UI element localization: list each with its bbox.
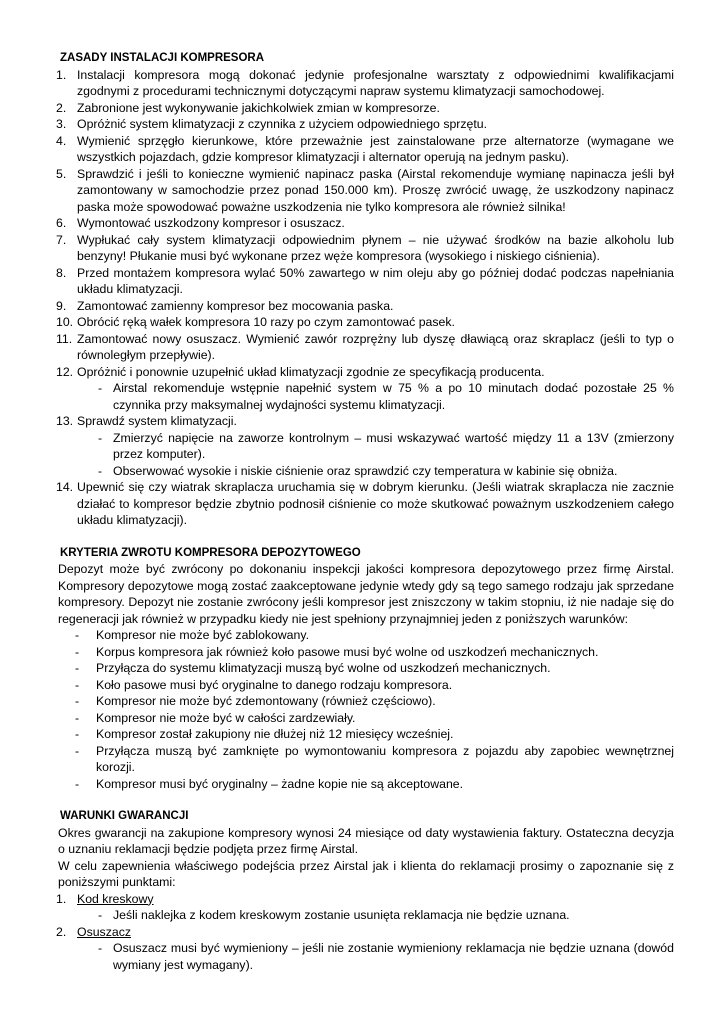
list-item-text: Wymienić sprzęgło kierunkowe, które przeważnie jest zainstalowane prze alternatorze (wymagane we wszystkich pojazdach, gdzie kompresor klimatyzacji i alternator operują na jednym pasku). bbox=[77, 133, 674, 164]
list-item-text: Zamontować zamienny kompresor bez mocowania paska. bbox=[77, 298, 394, 313]
list-item-text: Zamontować nowy osuszacz. Wymienić zawór rozprężny lub dyszę dławiącą oraz skraplacz (jeśli to typ o równoległym przepływie). bbox=[77, 331, 674, 362]
list-item: 6. Wymontować uszkodzony kompresor i osuszacz. bbox=[56, 216, 345, 230]
list-item: 4. Wymienić sprzęgło kierunkowe, które przeważnie jest zainstalowane prze alternatorze (wymagane we wszystkich pojazdach, gdzie kompresor klimatyzacji i alternator operują na jednym pasku). bbox=[56, 133, 674, 164]
deposit-paragraph: Depozyt może być zwrócony po dokonaniu inspekcji jakości kompresora depozytowego przez firmę Airstal. Kompresory depozytowe mogą zostać zaakceptowane jedynie wtedy gdy są tego samego rodzaju jak sprzedane kompresory. Depozyt nie zostanie zwrócony jeśli kompresor jest zniszczony w takim stopniu, iż nie nadaje się do regeneracji jak również w przypadku kiedy nie jest spełniony przynajmniej jeden z poniższych warunków: bbox=[58, 562, 674, 626]
section-warranty-heading: WARUNKI GWARANCJI bbox=[60, 810, 189, 822]
list-item: 1. Kod kreskowy - Jeśli naklejka z kodem kreskowym zostanie usunięta reklamacja nie będzie uznana. bbox=[58, 891, 674, 924]
list-item: 2. Osuszacz - Osuszacz musi być wymieniony – jeśli nie zostanie wymieniony reklamacja nie będzie uznana (dowód wymiany jest wymagany). bbox=[56, 924, 674, 972]
list-item: 8. Przed montażem kompresora wylać 50% zawartego w nim oleju aby go później dodać podczas napełniania układu klimatyzacji. bbox=[56, 265, 674, 296]
list-item-text: Zabronione jest wykonywanie jakichkolwiek zmian w kompresorze. bbox=[77, 100, 440, 115]
sub-list-item: - Airstal rekomenduje wstępnie napełnić system w 75 % a po 10 minutach dodać pozostałe 25 % czynnika przy maksymalnej wydajności systemu klimatyzacji. bbox=[98, 381, 674, 412]
list-item: - Koło pasowe musi być oryginalne to danego rodzaju kompresora. bbox=[75, 677, 453, 692]
list-item: - Kompresor został zakupiony nie dłużej niż 12 miesięcy wcześniej. bbox=[75, 727, 454, 741]
list-item: 13. Sprawdź system klimatyzacji. - Zmierzyć napięcie na zaworze kontrolnym – musi wskazywać wartość między 11 a 13V (zmierzony przez komputer). - Obserwować wysokie i niskie ciśnienie oraz sprawdzić czy temperatura w kabinie się obniża. bbox=[56, 414, 674, 478]
list-item: 3. Opróżnić system klimatyzacji z czynnika z użyciem odpowiedniego sprzętu. bbox=[56, 117, 488, 131]
sub-list bbox=[77, 430, 674, 480]
list-item: 2. Zabronione jest wykonywanie jakichkolwiek zmian w kompresorze. bbox=[56, 100, 440, 115]
list-item-text: Opróżnić system klimatyzacji z czynnika z użyciem odpowiedniego sprzętu. bbox=[77, 117, 488, 131]
list-item: 14. Upewnić się czy wiatrak skraplacza uruchamia się w dobrym kierunku. (Jeśli wiatrak skraplacza nie zacznie działać to kompresor będzie zbytnio podnosił ciśnienie co może skutkować poważnym uszkodzeniem całego układu klimatyzacji). bbox=[56, 480, 674, 527]
section-deposit-heading: KRYTERIA ZWROTU KOMPRESORA DEPOZYTOWEGO bbox=[60, 546, 361, 559]
deposit-conditions-list bbox=[58, 627, 674, 792]
section-installation-heading: ZASADY INSTALACJI KOMPRESORA bbox=[60, 52, 265, 64]
installation-steps-list bbox=[58, 67, 674, 529]
warranty-paragraph-1: Okres gwarancji na zakupione kompresory wynosi 24 miesiące od daty wystawienia faktury. Ostateczna decyzja o uznaniu reklamacji będzie podjęta przez firmę Airstal. bbox=[58, 825, 674, 856]
list-item: - Kompresor musi być oryginalny – żadne kopie nie są akceptowane. bbox=[75, 776, 464, 791]
list-item-text: Obrócić ręką wałek kompresora 10 razy po czym zamontować pasek. bbox=[77, 315, 455, 329]
list-item: 10. Obrócić ręką wałek kompresora 10 razy po czym zamontować pasek. bbox=[56, 315, 455, 329]
sub-list bbox=[77, 907, 674, 924]
sub-list-item: - Osuszacz musi być wymieniony – jeśli nie zostanie wymieniony reklamacja nie będzie uznana (dowód wymiany jest wymagany). bbox=[98, 941, 674, 972]
list-item: 11. Zamontować nowy osuszacz. Wymienić zawór rozprężny lub dyszę dławiącą oraz skraplacz (jeśli to typ o równoległym przepływie). bbox=[56, 331, 674, 362]
sub-list-item: - Obserwować wysokie i niskie ciśnienie oraz sprawdzić czy temperatura w kabinie się obniża. bbox=[98, 463, 618, 478]
warranty-points-list bbox=[58, 891, 674, 974]
sub-list bbox=[77, 940, 674, 973]
warranty-point-title: Kod kreskowy bbox=[77, 891, 154, 906]
list-item-text: Sprawdź system klimatyzacji. bbox=[77, 414, 237, 428]
list-item: - Przyłącza do systemu klimatyzacji muszą być wolne od uszkodzeń mechanicznych. bbox=[75, 661, 551, 675]
list-item-text: Instalacji kompresora mogą dokonać jedynie profesjonalne warsztaty z odpowiednimi kwalifikacjami zgodnymi z procedurami technicznymi dotyczącymi napraw systemu klimatyzacji samochodowej. bbox=[77, 67, 674, 98]
list-item-text: Wymontować uszkodzony kompresor i osuszacz. bbox=[77, 216, 345, 230]
list-item: 5. Sprawdzić i jeśli to konieczne wymienić napinacz paska (Airstal rekomenduje wymianę napinacza jeśli był zamontowany w samochodzie przez ponad 150.000 km). Proszę zwrócić uwagę, że uszkodzony napinacz paska może spowodować poważne uszkodzenia nie tylko kompresora ale również silnika! bbox=[56, 166, 674, 214]
list-item-text: Upewnić się czy wiatrak skraplacza uruchamia się w dobrym kierunku. (Jeśli wiatrak skraplacza nie zacznie działać to kompresor będzie zbytnio podnosił ciśnienie co może skutkować poważnym uszkodzeniem całego układu klimatyzacji). bbox=[77, 480, 674, 527]
warranty-point-title: Osuszacz bbox=[77, 924, 131, 939]
list-item: - Kompresor nie może być w całości zardzewiały. bbox=[75, 710, 356, 725]
list-item-text: Wypłukać cały system klimatyzacji odpowiednim płynem – nie używać środków na bazie alkoholu lub benzyny! Płukanie musi być wykonane przez węże kompresora (wysokiego i niskiego ciśnienia). bbox=[77, 232, 674, 263]
list-item-text: Sprawdzić i jeśli to konieczne wymienić napinacz paska (Airstal rekomenduje wymianę napinacza jeśli był zamontowany w samochodzie przez ponad 150.000 km). Proszę zwrócić uwagę, że uszkodzony napinacz paska może spowodować poważne uszkodzenia nie tylko kompresora ale również silnika! bbox=[77, 166, 674, 214]
sub-list-item: - Zmierzyć napięcie na zaworze kontrolnym – musi wskazywać wartość między 11 a 13V (zmierzony przez komputer). bbox=[98, 430, 674, 461]
sub-list bbox=[77, 380, 674, 413]
list-item: 9. Zamontować zamienny kompresor bez mocowania paska. bbox=[56, 298, 394, 313]
list-item: - Kompresor nie może być zablokowany. bbox=[75, 628, 310, 642]
document-page bbox=[58, 50, 674, 973]
list-item: 1. Instalacji kompresora mogą dokonać jedynie profesjonalne warsztaty z odpowiednimi kwalifikacjami zgodnymi z procedurami technicznymi dotyczącymi napraw systemu klimatyzacji samochodowej. bbox=[56, 67, 674, 98]
list-item: 7. Wypłukać cały system klimatyzacji odpowiednim płynem – nie używać środków na bazie alkoholu lub benzyny! Płukanie musi być wykonane przez węże kompresora (wysokiego i niskiego ciśnienia). bbox=[56, 232, 674, 263]
list-item: - Przyłącza muszą być zamknięte po wymontowaniu kompresora z pojazdu aby zapobiec wewnętrznej korozji. bbox=[75, 743, 674, 774]
list-item: - Kompresor nie może być zdemontowany (również częściowo). bbox=[75, 694, 436, 708]
sub-list-item: - Jeśli naklejka z kodem kreskowym zostanie usunięta reklamacja nie będzie uznana. bbox=[98, 908, 570, 922]
list-item-text: Przed montażem kompresora wylać 50% zawartego w nim oleju aby go później dodać podczas napełniania układu klimatyzacji. bbox=[77, 265, 674, 296]
list-item-text: Opróżnić i ponownie uzupełnić układ klimatyzacji zgodnie ze specyfikacją producenta. bbox=[77, 364, 545, 379]
list-item: - Korpus kompresora jak również koło pasowe musi być wolne od uszkodzeń mechanicznych. bbox=[75, 644, 599, 659]
list-item: 12. Opróżnić i ponownie uzupełnić układ klimatyzacji zgodnie ze specyfikacją producenta. - Airstal rekomenduje wstępnie napełnić system w 75 % a po 10 minutach dodać pozostałe 25 % czynnika przy maksymalnej wydajności systemu klimatyzacji. bbox=[56, 364, 674, 412]
warranty-paragraph-2: W celu zapewnienia właściwego podejścia przez Airstal jak i klienta do reklamacji prosimy o zapoznanie się z poniższymi punktami: bbox=[58, 858, 674, 889]
